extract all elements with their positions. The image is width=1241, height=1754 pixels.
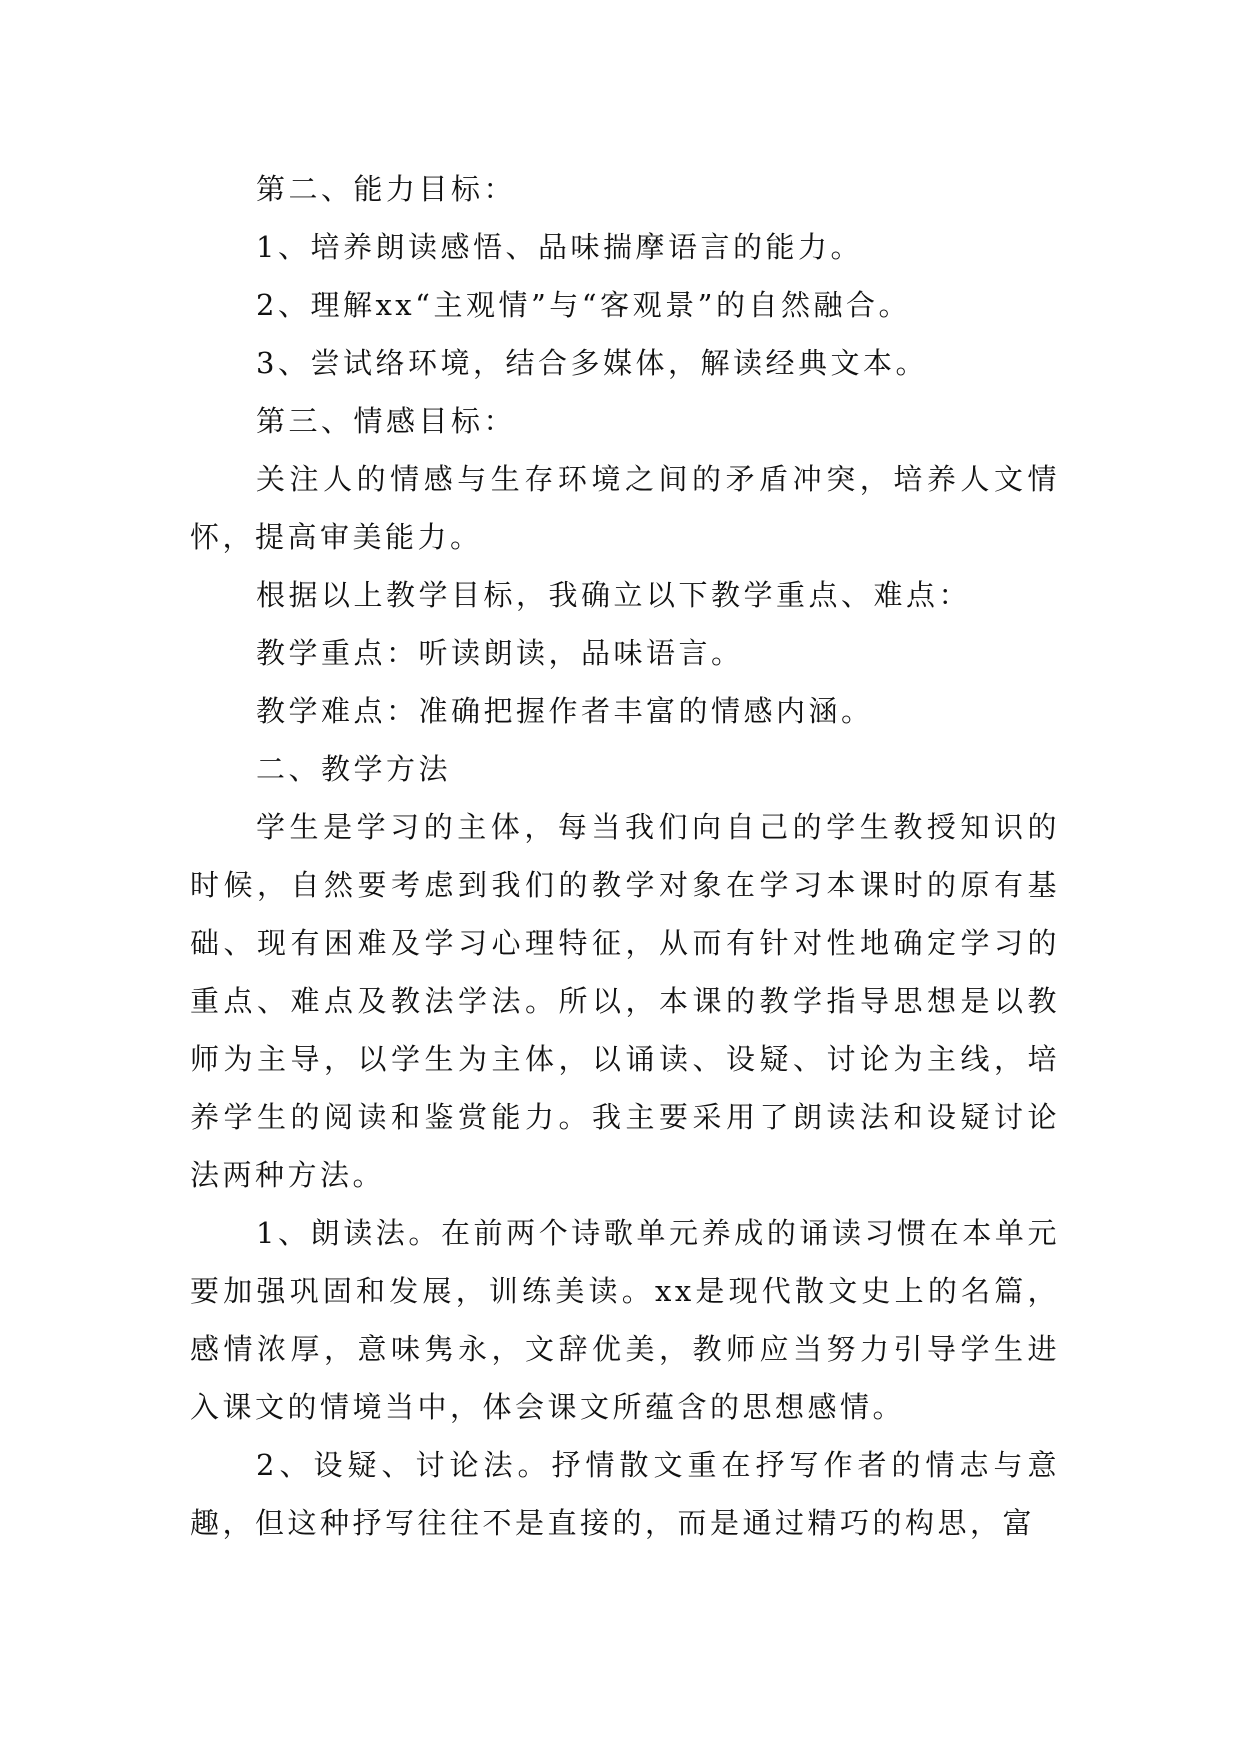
method-questioning: 2、设疑、讨论法。抒情散文重在抒写作者的情志与意趣，但这种抒写往往不是直接的，而是通过精巧的构思，富 — [190, 1448, 1060, 1540]
teaching-difficulty: 教学难点：准确把握作者丰富的情感内涵。 — [256, 694, 874, 728]
ability-goal-2: 2、理解xx“主观情”与“客观景”的自然融合。 — [256, 288, 911, 322]
heading-emotion-goals: 第三、情感目标： — [256, 404, 517, 438]
heading-teaching-methods: 二、教学方法 — [256, 752, 452, 786]
ability-goal-3: 3、尝试络环境，结合多媒体，解读经典文本。 — [256, 346, 928, 380]
document-body — [190, 160, 1060, 1552]
method-reading: 1、朗读法。在前两个诗歌单元养成的诵读习惯在本单元要加强巩固和发展，训练美读。xx是现代散文史上的名篇，感情浓厚，意味隽永，文辞优美，教师应当努力引导学生进入课文的情境当中，体会课文所蕴含的思想感情。 — [190, 1216, 1060, 1424]
heading-ability-goals: 第二、能力目标： — [256, 172, 517, 206]
key-points-intro: 根据以上教学目标，我确立以下教学重点、难点： — [256, 578, 972, 612]
ability-goal-1: 1、培养朗读感悟、品味揣摩语言的能力。 — [256, 230, 863, 264]
teaching-focus: 教学重点：听读朗读，品味语言。 — [256, 636, 744, 670]
emotion-goal-text: 关注人的情感与生存环境之间的矛盾冲突，培养人文情怀，提高审美能力。 — [190, 462, 1060, 554]
methods-paragraph: 学生是学习的主体，每当我们向自己的学生教授知识的时候，自然要考虑到我们的教学对象在学习本课时的原有基础、现有困难及学习心理特征，从而有针对性地确定学习的重点、难点及教法学法。所以，本课的教学指导思想是以教师为主导，以学生为主体，以诵读、设疑、讨论为主线，培养学生的阅读和鉴赏能力。我主要采用了朗读法和设疑讨论法两种方法。 — [190, 810, 1060, 1192]
